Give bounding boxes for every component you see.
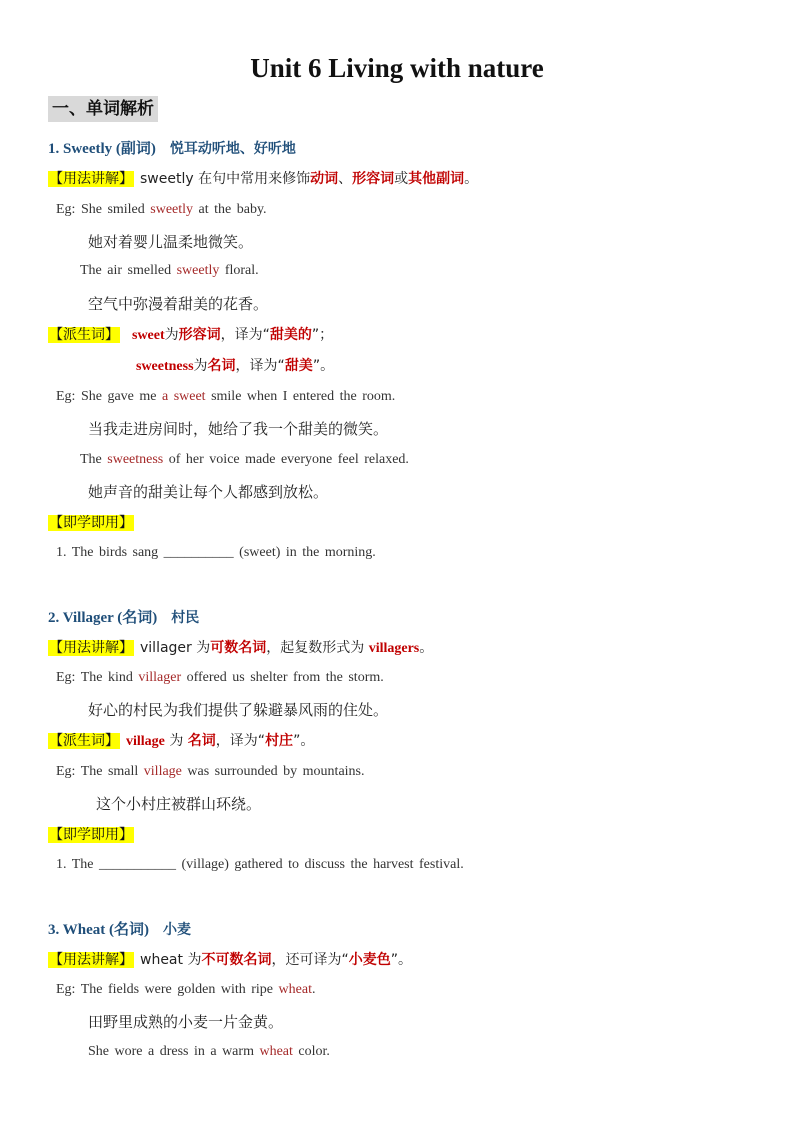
derivative-line xyxy=(136,355,334,375)
derivative-text: ，译为“ xyxy=(220,327,270,343)
usage-text: ”。 xyxy=(390,952,412,968)
derivative-highlight: 甜美的 xyxy=(269,327,312,343)
derivative-text: 为 xyxy=(193,358,208,374)
example-text: Eg: The kind xyxy=(56,670,139,685)
derivative-text: 为 xyxy=(164,733,188,749)
derivative-text: ，译为“ xyxy=(215,733,266,749)
example-text: floral. xyxy=(219,263,259,278)
usage-tag: 【用法讲解】 xyxy=(49,640,133,656)
example-translation: 她声音的甜美让每个人都感到放松。 xyxy=(88,483,329,501)
derivative-highlight: 名词 xyxy=(207,358,236,374)
example-text: Eg: She smiled xyxy=(56,202,151,217)
practice-heading xyxy=(48,512,140,532)
derivative-word: village xyxy=(126,734,165,749)
usage-text: 或 xyxy=(394,171,409,187)
example-text: color. xyxy=(292,1044,330,1059)
usage-highlight: 其他副词 xyxy=(408,171,465,187)
example-text: The air smelled xyxy=(80,263,177,278)
example-text: She wore a dress in a warm xyxy=(88,1044,260,1059)
example-text: of her voice made everyone feel relaxed. xyxy=(163,452,409,467)
usage-text: sweetly 在句中常用来修饰 xyxy=(140,171,311,187)
derivative-highlight: 村庄 xyxy=(265,733,294,749)
example-sentence xyxy=(56,389,395,405)
usage-text: 、 xyxy=(338,171,353,187)
usage-text: ，还可译为“ xyxy=(271,952,349,968)
word-heading-en: 1. Sweetly (副词) xyxy=(48,141,156,157)
usage-highlight: 可数名词 xyxy=(210,640,267,656)
derivative-line xyxy=(48,324,333,344)
word-heading-wheat xyxy=(48,918,191,939)
example-keyword: sweetly xyxy=(150,202,194,217)
example-keyword: wheat xyxy=(259,1044,293,1059)
example-text: The xyxy=(80,452,108,467)
derivative-word: sweet xyxy=(132,328,165,343)
word-heading-villager xyxy=(48,606,199,627)
usage-highlight: 小麦色 xyxy=(348,952,391,968)
example-keyword: sweetly xyxy=(176,263,220,278)
usage-highlight: 形容词 xyxy=(352,171,395,187)
derivative-text: ”。 xyxy=(293,733,315,749)
word-heading-en: 3. Wheat (名词) xyxy=(48,922,149,938)
example-text: offered us shelter from the storm. xyxy=(181,670,384,685)
usage-text: 。 xyxy=(419,640,434,656)
derivative-text: ，译为“ xyxy=(235,358,285,374)
usage-text: villager 为 xyxy=(140,640,211,656)
example-translation: 田野里成熟的小麦一片金黄。 xyxy=(88,1013,284,1031)
practice-heading xyxy=(48,824,140,844)
practice-question: 1. The ___________ (village) gathered to discuss the harvest festival. xyxy=(56,857,464,872)
example-sentence xyxy=(88,1044,330,1060)
practice-question: 1. The birds sang __________ (sweet) in the morning. xyxy=(56,545,376,560)
usage-highlight: 不可数名词 xyxy=(201,952,272,968)
word-heading-cn: 悦耳动听地、好听地 xyxy=(169,141,296,157)
example-sentence xyxy=(56,982,315,998)
usage-tag: 【用法讲解】 xyxy=(49,952,133,968)
example-text: Eg: She gave me xyxy=(56,389,162,404)
usage-highlight: villagers xyxy=(368,641,420,656)
derivative-highlight: 名词 xyxy=(187,733,216,749)
example-sentence xyxy=(56,670,384,686)
example-keyword: a sweet xyxy=(161,389,206,404)
word-heading-sweetly xyxy=(48,137,296,158)
example-translation: 当我走进房间时，她给了我一个甜美的微笑。 xyxy=(88,420,389,438)
example-text: . xyxy=(311,982,316,997)
example-sentence xyxy=(80,452,409,468)
word-heading-cn: 村民 xyxy=(171,610,200,626)
usage-text: wheat 为 xyxy=(140,952,202,968)
usage-highlight: 动词 xyxy=(310,171,339,187)
derivative-text: ”。 xyxy=(312,358,335,374)
page-title: Unit 6 Living with nature xyxy=(250,53,544,83)
usage-line xyxy=(48,949,412,969)
example-sentence xyxy=(56,764,365,780)
word-heading-cn: 小麦 xyxy=(162,922,191,938)
example-sentence xyxy=(56,202,267,218)
derivative-highlight: 形容词 xyxy=(178,327,221,343)
example-keyword: wheat xyxy=(278,982,312,997)
example-translation: 她对着婴儿温柔地微笑。 xyxy=(88,233,254,251)
example-text: Eg: The small xyxy=(56,764,144,779)
example-text: at the baby. xyxy=(193,202,267,217)
word-heading-en: 2. Villager (名词) xyxy=(48,610,158,626)
example-text: was surrounded by mountains. xyxy=(181,764,365,779)
practice-tag: 【即学即用】 xyxy=(49,515,133,531)
derivative-highlight: 甜美 xyxy=(284,358,313,374)
usage-line xyxy=(48,168,478,188)
derivative-line xyxy=(48,730,314,750)
derivative-text: 为 xyxy=(164,327,179,343)
derivative-tag: 【派生词】 xyxy=(49,327,119,343)
usage-text: 。 xyxy=(464,171,479,187)
example-text: Eg: The fields were golden with ripe xyxy=(56,982,279,997)
derivative-word: sweetness xyxy=(136,359,194,374)
example-translation: 这个小村庄被群山环绕。 xyxy=(96,795,262,813)
derivative-tag: 【派生词】 xyxy=(49,733,119,749)
example-text: smile when I entered the room. xyxy=(205,389,396,404)
usage-tag: 【用法讲解】 xyxy=(49,171,133,187)
example-sentence xyxy=(80,263,259,279)
usage-line xyxy=(48,637,433,657)
usage-text: ，起复数形式为 xyxy=(266,640,369,656)
derivative-text: ”； xyxy=(311,327,334,343)
example-keyword: village xyxy=(143,764,182,779)
example-keyword: villager xyxy=(138,670,182,685)
section-heading: 一、单词解析 xyxy=(48,96,158,122)
example-translation: 空气中弥漫着甜美的花香。 xyxy=(88,295,269,313)
example-keyword: sweetness xyxy=(107,452,164,467)
example-translation: 好心的村民为我们提供了躲避暴风雨的住处。 xyxy=(88,701,389,719)
practice-tag: 【即学即用】 xyxy=(49,827,133,843)
